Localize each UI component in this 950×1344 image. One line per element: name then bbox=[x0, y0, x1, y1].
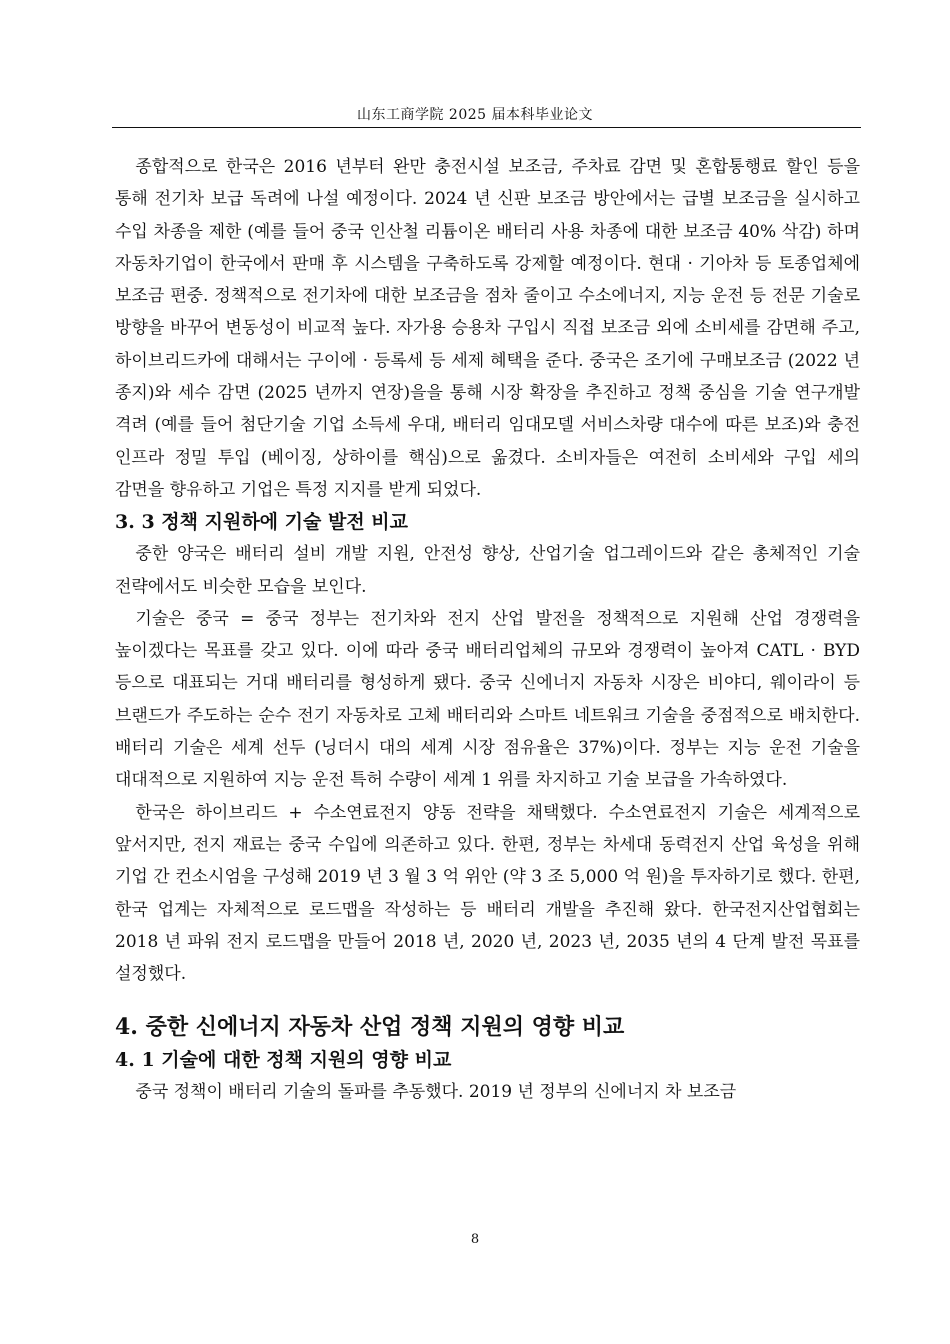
document-body bbox=[115, 151, 860, 1109]
section-heading-4-1: 4. 1 기술에 대한 정책 지원의 영향 비교 bbox=[115, 1049, 452, 1072]
page-number: 8 bbox=[470, 1232, 480, 1247]
header-rule bbox=[112, 127, 861, 128]
body-paragraph: 기술은 중국 = 중국 정부는 전기차와 전지 산업 발전을 정책적으로 지원해 산업 경쟁력을 높이겠다는 목표를 갖고 있다. 이에 따라 중국 배터리업체의 규모와 경쟁력이 높아져 CATL · BYD 등으로 대표되는 거대 배터리를 형성하게 됐다. 중국 신에너지 자동차 시장은 비야디, 웨이라이 등 브랜드가 주도하는 순수 전기 자동차로 고체 배터리와 스마트 네트워크 기술을 중점적으로 배치한다. 배터리 기술은 세계 선두 (닝더시 대의 세계 시장 점유율은 37%)이다. 정부는 지능 운전 기술을 대대적으로 지원하여 지능 운전 특허 수량이 세계 1 위를 차지하고 기술 보급을 가속하였다. bbox=[115, 608, 860, 791]
chapter-heading-4: 4. 중한 신에너지 자동차 산업 정책 지원의 영향 비교 bbox=[115, 1014, 625, 1041]
body-paragraph: 중국 정책이 배터리 기술의 돌파를 추동했다. 2019 년 정부의 신에너지 차 보조금 bbox=[135, 1082, 737, 1103]
running-header: 山东工商学院 2025 届本科毕业论文 bbox=[356, 107, 594, 123]
body-paragraph: 중한 양국은 배터리 설비 개발 지원, 안전성 향상, 산업기술 업그레이드와 같은 총체적인 기술 전략에서도 비슷한 모습을 보인다. bbox=[115, 544, 860, 597]
body-paragraph: 종합적으로 한국은 2016 년부터 완만 충전시설 보조금, 주차료 감면 및 혼합통행료 할인 등을 통해 전기차 보급 독려에 나설 예정이다. 2024 년 신판 보조금 방안에서는 급별 보조금을 실시하고 수입 차종을 제한 (예를 들어 중국 인산철 리튬이온 배터리 사용 차종에 대한 보조금 40% 삭감) 하며 자동차기업이 한국에서 판매 후 시스템을 구축하도록 강제할 예정이다. 현대 · 기아차 등 토종업체에 보조금 편중. 정책적으로 전기차에 대한 보조금을 점차 줄이고 수소에너지, 지능 운전 등 전문 기술로 방향을 바꾸어 변동성이 비교적 높다. 자가용 승용차 구입시 직접 보조금 외에 소비세를 감면해 주고, 하이브리드카에 대해서는 구이에 · 등록세 등 세제 혜택을 준다. 중국은 조기에 구매보조금 (2022 년 종지)와 세수 감면 (2025 년까지 연장)을을 통해 시장 확장을 추진하고 정책 중심을 기술 연구개발 격려 (예를 들어 첨단기술 기업 소득세 우대, 배터리 임대모델 서비스차량 대수에 따른 보조)와 충전 인프라 정밀 투입 (베이징, 상하이를 핵심)으로 옮겼다. 소비자들은 여전히 소비세와 구입 세의 감면을 향유하고 기업은 특정 지지를 받게 되었다. bbox=[115, 157, 860, 500]
section-heading-3-3: 3. 3 정책 지원하에 기술 발전 비교 bbox=[115, 511, 408, 534]
body-paragraph: 한국은 하이브리드 + 수소연료전지 양동 전략을 채택했다. 수소연료전지 기술은 세계적으로 앞서지만, 전지 재료는 중국 수입에 의존하고 있다. 한편, 정부는 차세대 동력전지 산업 육성을 위해 기업 간 컨소시엄을 구성해 2019 년 3 월 3 억 위안 (약 3 조 5,000 억 원)을 투자하기로 했다. 한편, 한국 업계는 자체적으로 로드맵을 작성하는 등 배터리 개발을 추진해 왔다. 한국전지산업협회는 2018 년 파워 전지 로드맵을 만들어 2018 년, 2020 년, 2023 년, 2035 년의 4 단계 발전 목표를 설정했다. bbox=[115, 802, 860, 985]
